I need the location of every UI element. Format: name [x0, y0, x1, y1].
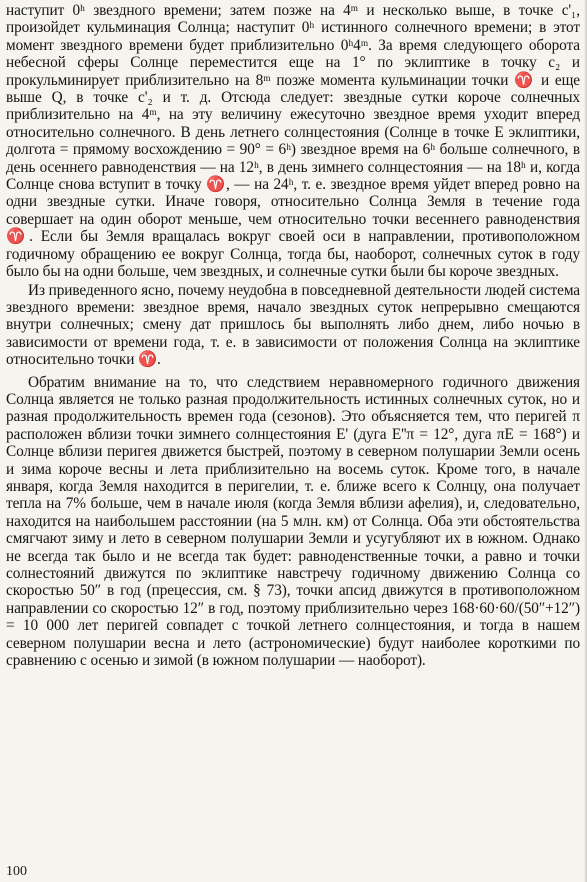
page-number: 100 — [6, 864, 27, 879]
page-body — [6, 2, 580, 669]
paragraph-2: Из приведенного ясно, почему неудобна в повседневной деятельности людей система звездного времени: звездное время, начало звездных суток непрерывно смещаются внутри солнечных; смену дат пришлось бы выполнять либо днем, либо ночью в зависимости от времени года, т. е. в зависимости от положения Солнца на эклиптике относительно точки ♈. — [6, 281, 580, 369]
paragraph-1: наступит 0ʰ звездного времени; затем позже на 4ᵐ и несколько выше, в точке c'₁, произойдет кульминация Солнца; наступит 0ʰ истинного солнечного времени; в этот момент звездного времени будет приблизительно 0ʰ4ᵐ. За время следующего оборота небесной сферы Солнце переместится еще на 1° по эклиптике в точку c₂ и прокульминирует приблизительно на 8ᵐ позже момента кульминации точки ♈ и еще выше Q, в точке c'₂ и т. д. Отсюда следует: звездные сутки короче солнечных приблизительно на 4ᵐ, на эту величину ежесуточно звездное время уходит вперед относительно солнечного. В день летнего солнцестояния (Солнце в точке E эклиптики, долгота = прямому восхождению = 90° = 6ʰ) звездное время на 6ʰ больше солнечного, в день осеннего равноденствия — на 12ʰ, в день зимнего солнцестояния — на 18ʰ и, когда Солнце снова вступит в точку ♈, — на 24ʰ, т. е. звездное время уйдет вперед ровно на одни звездные сутки. Иначе говоря, относительно Солнца Земля в течение года совершает на один оборот меньше, чем относительно точки весеннего равноденствия ♈. Если бы Земля вращалась вокруг своей оси в направлении, противоположном годичному обращению ее вокруг Солнца, тогда бы, наоборот, солнечных суток в году было бы на одни больше, чем звездных, и солнечные сутки были бы короче звездных. — [6, 2, 580, 281]
paragraph-3: Обратим внимание на то, что следствием неравномерного годичного движения Солнца является не только разная продолжительность истинных солнечных суток, но и разная продолжительность времен года (сезонов). Это объясняется тем, что перигей π расположен вблизи точки зимнего солнцестояния E' (дуга E''π = 12°, дуга πE = 168°) и Солнце вблизи перигея движется быстрей, поэтому в северном полушарии Земли осень и зима короче весны и лета приблизительно на восемь суток. Кроме того, в начале января, когда Земля находится в перигелии, т. е. ближе всего к Солнцу, она получает тепла на 7% больше, чем в начале июля (когда Земля вблизи афелия), и, следовательно, находится на наибольшем расстоянии (на 5 млн. км) от Солнца. Оба эти обстоятельства смягчают зиму и лето в северном полушарии Земли и усугубляют их в южном. Однако не всегда так было и не всегда так будет: равноденственные точки, а равно и точки солнестояний движутся по эклиптике навстречу годичному движению Солнца со скоростью 50″ в год (прецессия, см. § 73), точки апсид движутся в противоположном направлении со скоростью 12″ в год, поэтому приблизительно через 168·60·60/(50″+12″) = 10 000 лет перигей совпадет с точкой летнего солнцестояния, и тогда в нашем северном полушарии весна и лето (астрономические) будут наиболее короткими по сравнению с осенью и зимой (в южном полушарии — наоборот). — [6, 373, 580, 670]
